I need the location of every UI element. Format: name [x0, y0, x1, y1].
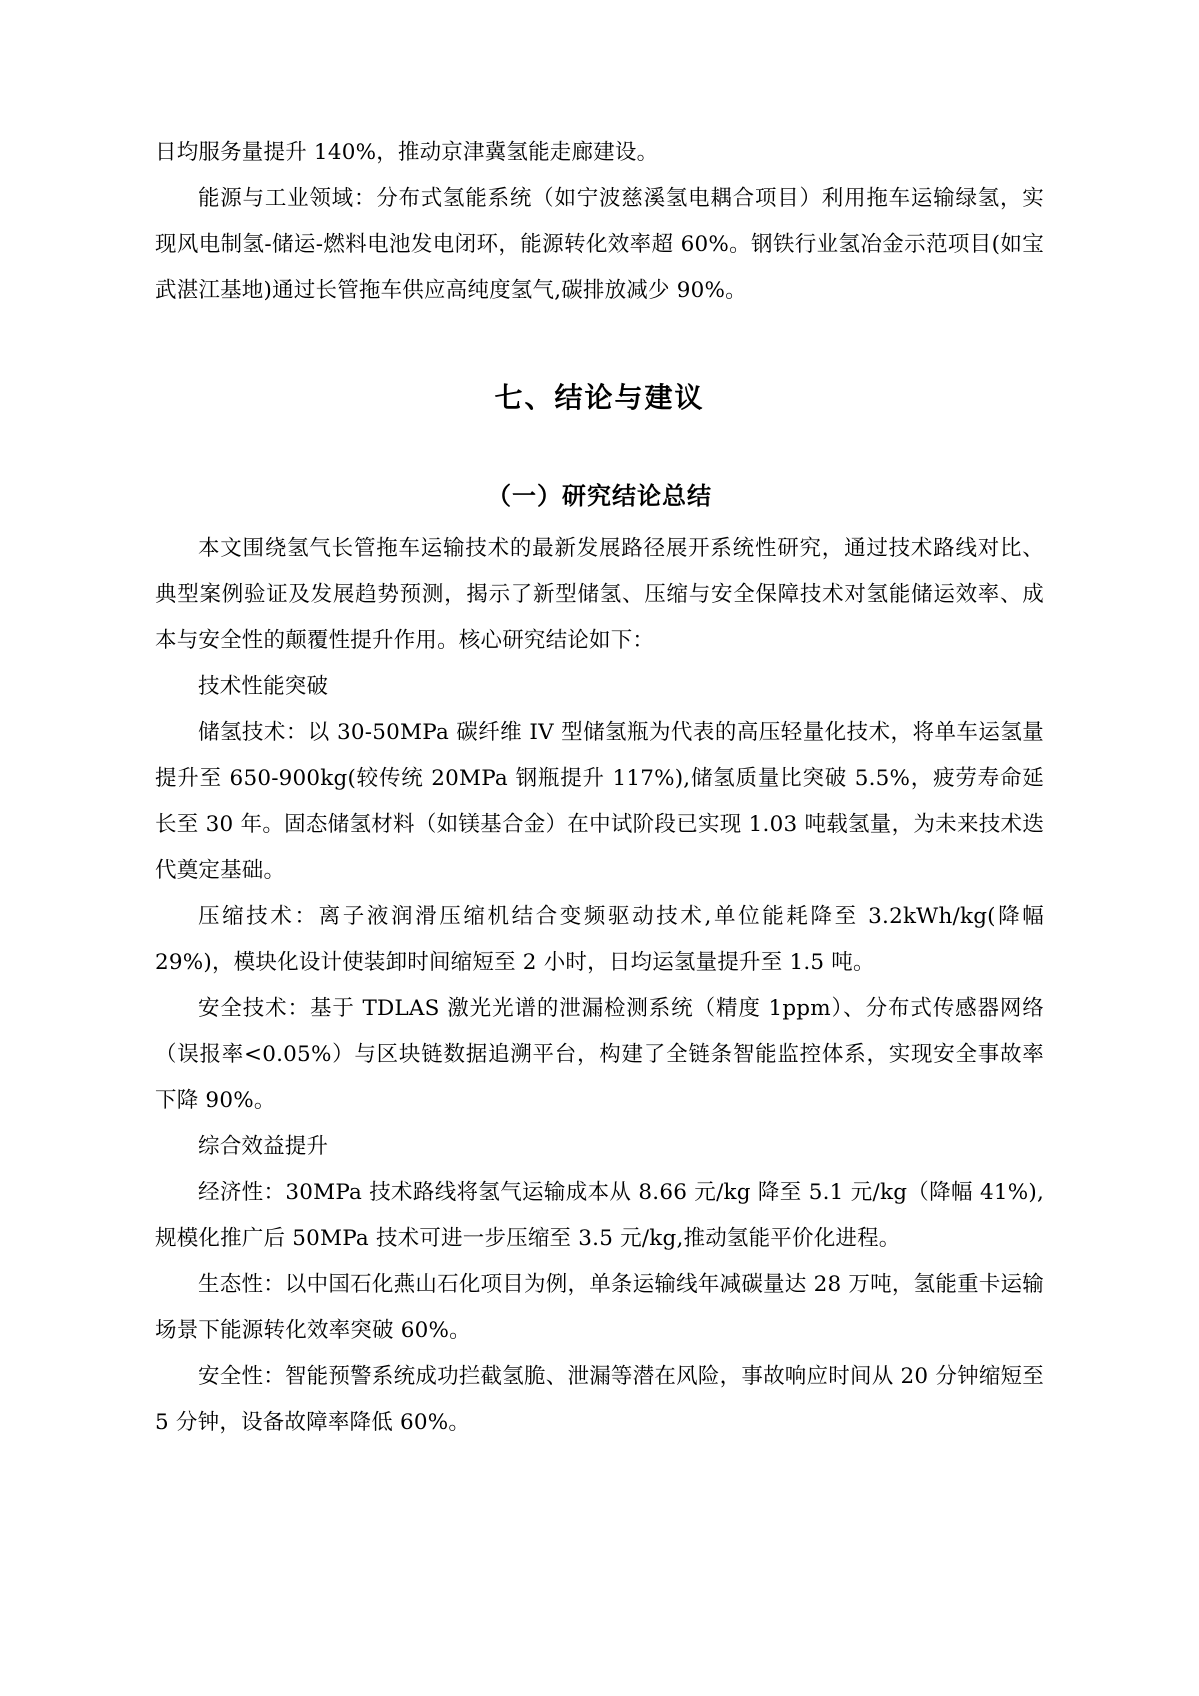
paragraph-continuation: 日均服务量提升 140%，推动京津冀氢能走廊建设。: [155, 140, 659, 165]
paragraph-tech-breakthrough-title: 技术性能突破: [198, 674, 329, 699]
paragraph-storage-tech: 储氢技术：以 30-50MPa 碳纤维 IV 型储氢瓶为代表的高压轻量化技术，将单车运氢量提升至 650-900kg(较传统 20MPa 钢瓶提升 117%),储氢质量比突破 5.5%，疲劳寿命延长至 30 年。固态储氢材料（如镁基合金）在中试阶段已实现 1.03 吨载氢量，为未来技术迭代奠定基础。: [155, 720, 1044, 883]
section-heading: 七、结论与建议: [494, 381, 705, 414]
paragraph-ecology: 生态性：以中国石化燕山石化项目为例，单条运输线年减碳量达 28 万吨，氢能重卡运输场景下能源转化效率突破 60%。: [155, 1272, 1044, 1343]
paragraph-energy-industry: 能源与工业领域：分布式氢能系统（如宁波慈溪氢电耦合项目）利用拖车运输绿氢，实现风电制氢-储运-燃料电池发电闭环，能源转化效率超 60%。钢铁行业氢冶金示范项目(如宝武湛江基地)通过长管拖车供应高纯度氢气,碳排放减少 90%。: [155, 186, 1044, 303]
paragraph-benefit-title: 综合效益提升: [198, 1134, 329, 1159]
paragraph-compression-tech: 压缩技术：离子液润滑压缩机结合变频驱动技术,单位能耗降至 3.2kWh/kg(降幅 29%)，模块化设计使装卸时间缩短至 2 小时，日均运氢量提升至 1.5 吨。: [155, 904, 1044, 975]
paragraph-safety-benefit: 安全性：智能预警系统成功拦截氢脆、泄漏等潜在风险，事故响应时间从 20 分钟缩短至 5 分钟，设备故障率降低 60%。: [155, 1364, 1044, 1435]
paragraph-economics: 经济性：30MPa 技术路线将氢气运输成本从 8.66 元/kg 降至 5.1 元/kg（降幅 41%),规模化推广后 50MPa 技术可进一步压缩至 3.5 元/kg,推动氢能平价化进程。: [155, 1180, 1044, 1251]
paragraph-overview: 本文围绕氢气长管拖车运输技术的最新发展路径展开系统性研究，通过技术路线对比、典型案例验证及发展趋势预测，揭示了新型储氢、压缩与安全保障技术对氢能储运效率、成本与安全性的颠覆性提升作用。核心研究结论如下：: [155, 536, 1044, 653]
subsection-heading: （一）研究结论总结: [487, 481, 712, 510]
paragraph-safety-tech: 安全技术：基于 TDLAS 激光光谱的泄漏检测系统（精度 1ppm）、分布式传感器网络（误报率<0.05%）与区块链数据追溯平台，构建了全链条智能监控体系，实现安全事故率下降 90%。: [155, 996, 1044, 1113]
